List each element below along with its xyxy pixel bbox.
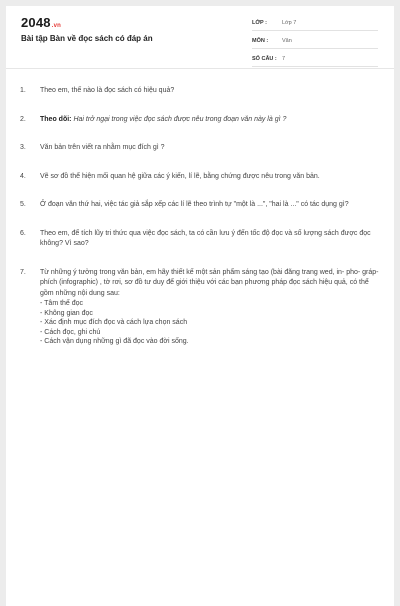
- question-7: [20, 268, 382, 347]
- meta-row-grade: [252, 15, 378, 31]
- question-italic-text: Hai trở ngại trong việc đọc sách được nêu trong đoạn văn này là gì ?: [73, 115, 287, 123]
- meta-row-count: [252, 51, 378, 67]
- question-text: [40, 115, 382, 126]
- question-list: [20, 86, 382, 347]
- question-2: [20, 115, 382, 126]
- question-6: [20, 229, 382, 250]
- question-1: [20, 86, 382, 97]
- meta-value-subject: Văn: [282, 37, 292, 44]
- question-lead: Theo dõi:: [40, 115, 72, 123]
- question-text: Theo em, để tích lũy tri thức qua việc đọc sách, ta có cần lưu ý đến tốc độ đọc và số lượng sách được đọc không? Vì sao?: [40, 229, 371, 247]
- question-number: 7.: [20, 268, 26, 276]
- question-5: [20, 200, 382, 211]
- question-number: 4.: [20, 172, 26, 180]
- bullet-list: [40, 299, 382, 347]
- list-item: - Không gian đọc: [40, 309, 93, 317]
- meta-label-count: SỐ CÂU :: [252, 55, 277, 62]
- header-divider: [6, 68, 394, 69]
- question-4: [20, 172, 382, 183]
- site-logo[interactable]: [21, 15, 61, 30]
- question-number: 2.: [20, 115, 26, 123]
- meta-value-count: 7: [282, 55, 286, 62]
- question-number: 1.: [20, 87, 26, 94]
- question-text: Theo em, thế nào là đọc sách có hiệu quả?: [40, 87, 175, 94]
- page-title: Bài tập Bàn về đọc sách có đáp án: [21, 34, 153, 43]
- list-item: - Tâm thế đọc: [40, 300, 84, 307]
- meta-row-subject: [252, 33, 378, 49]
- question-body: [40, 268, 382, 347]
- header: [6, 6, 394, 68]
- meta-info: [252, 15, 378, 69]
- list-item: - Xác định mục đích đọc và cách lựa chọn sách: [40, 319, 188, 326]
- question-text: Từ những ý tưởng trong văn bản, em hãy thiết kế một sản phẩm sáng tạo (bài đăng trang wed, in- pho- gráp- phích (infographic) , tờ rơi, sơ đồ tư duy để giới thiệu với các bạn phương pháp đọc sách hiệu quả, có thể gồm những nội dung sau:: [40, 268, 379, 297]
- question-3: [20, 143, 382, 154]
- question-text: Vẽ sơ đồ thể hiện mối quan hệ giữa các ý kiến, lí lẽ, bằng chứng được nêu trong văn bản.: [40, 172, 320, 180]
- list-item: - Cách vận dụng những gì đã đọc vào đời sống.: [40, 338, 189, 345]
- question-text: Ở đoạn văn thứ hai, việc tác giả sắp xếp các lí lẽ theo trình tự "một là ...", "hai là ..." có tác dụng gì?: [40, 201, 349, 208]
- logo-suffix: .vn: [51, 23, 62, 29]
- question-number: 3.: [20, 144, 26, 151]
- question-text: Văn bản trên viết ra nhằm mục đích gì ?: [40, 144, 165, 151]
- list-item: - Cách đọc, ghi chú: [40, 328, 101, 336]
- worksheet-page: [6, 6, 394, 606]
- meta-label-subject: MÔN :: [252, 37, 269, 44]
- meta-label-grade: LỚP :: [252, 19, 267, 26]
- meta-value-grade: Lớp 7: [282, 19, 297, 26]
- question-number: 5.: [20, 201, 26, 208]
- logo-text: 2048: [21, 15, 51, 30]
- question-number: 6.: [20, 229, 26, 237]
